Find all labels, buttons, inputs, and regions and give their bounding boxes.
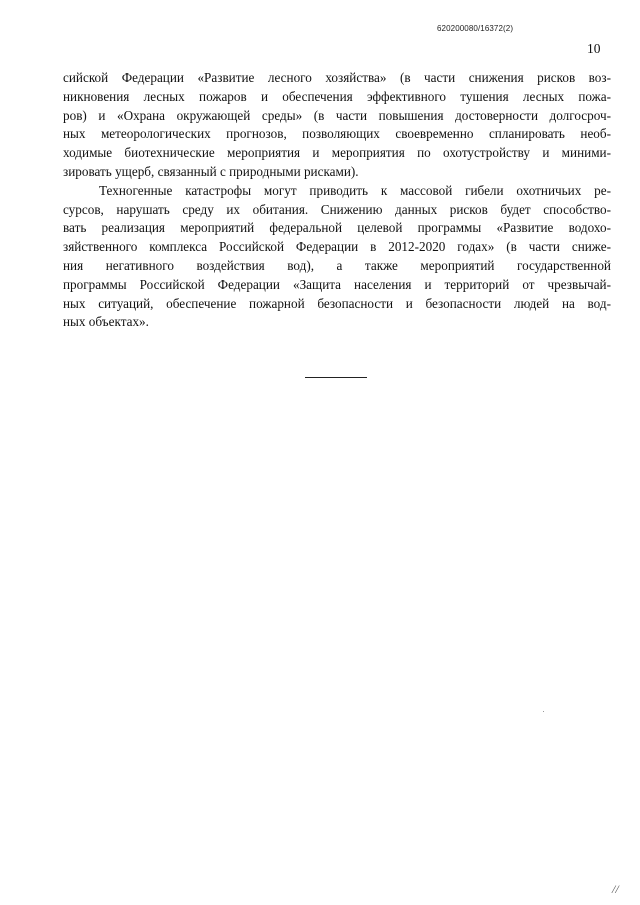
text-line: никновения лесных пожаров и обеспечения эффективного тушения лесных пожа- (63, 88, 611, 104)
text-line: сурсов, нарушать среду их обитания. Снижению данных рисков будет способство- (63, 201, 611, 217)
paragraph-1 (63, 69, 611, 182)
text-line: Техногенные катастрофы могут приводить к массовой гибели охотничьих ре- (99, 182, 611, 198)
scan-speck (543, 711, 544, 712)
text-line: ров) и «Охрана окружающей среды» (в части повышения достоверности долгосроч- (63, 107, 611, 123)
text-line: сийской Федерации «Развитие лесного хозяйства» (в части снижения рисков воз- (63, 70, 611, 85)
end-separator-line (305, 377, 367, 378)
page-number: 10 (587, 41, 601, 56)
text-line: вать реализация мероприятий федеральной целевой программы «Развитие водохо- (63, 220, 611, 236)
text-line: зяйственного комплекса Российской Федерации в 2012-2020 годах» (в части сниже- (63, 239, 611, 255)
document-body (63, 69, 611, 332)
text-line: программы Российской Федерации «Защита населения и территорий от чрезвычай- (63, 276, 611, 292)
text-line: ния негативного воздействия вод), а также мероприятий государственной (63, 257, 611, 273)
text-line: ходимые биотехнические мероприятия и мероприятия по охотустройству и миними- (63, 145, 611, 161)
registration-stamp: 620200080/16372(2) (437, 24, 514, 33)
paragraph-2 (63, 182, 611, 332)
text-line: ных объектах». (63, 314, 149, 330)
text-line: ных метеорологических прогнозов, позволяющих своевременно спланировать необ- (63, 126, 611, 142)
corner-mark: // (612, 882, 619, 896)
text-line: зировать ущерб, связанный с природными рисками). (63, 163, 359, 179)
text-line: ных ситуаций, обеспечение пожарной безопасности и безопасности людей на вод- (63, 295, 611, 311)
